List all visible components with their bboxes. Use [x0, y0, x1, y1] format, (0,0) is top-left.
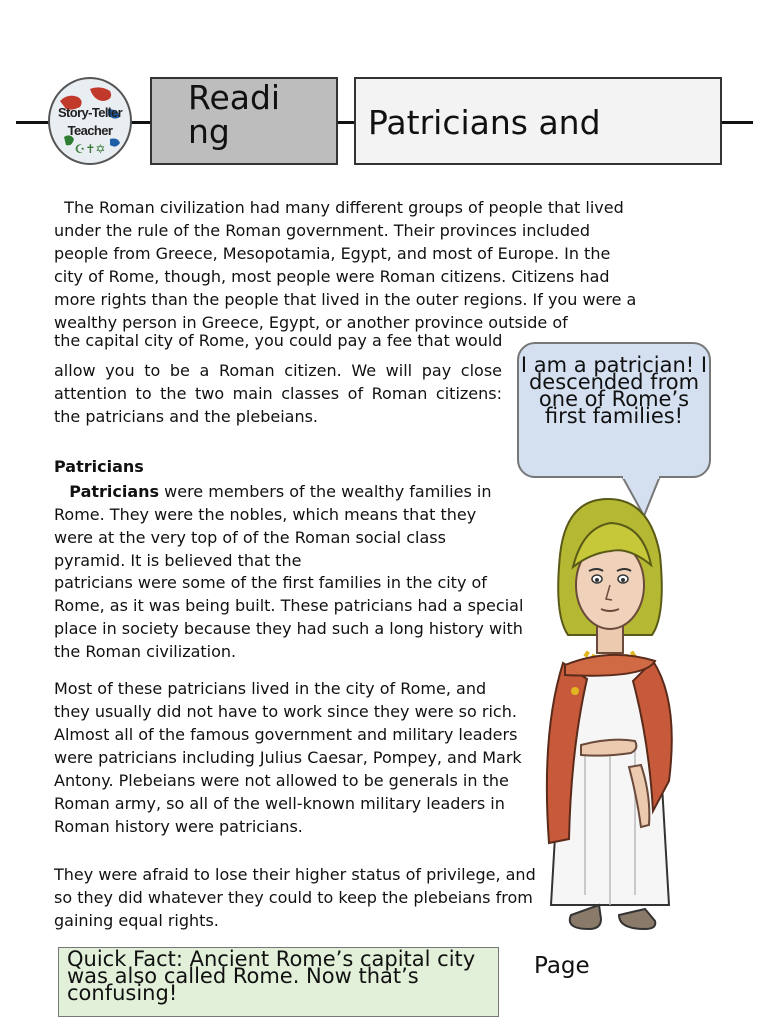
header-rule-left	[16, 121, 52, 124]
intro-line-4: city of Rome, though, most people were Roman citizens. Citizens had	[54, 267, 610, 286]
logo-line2: Teacher	[67, 123, 113, 138]
intro-line-5: more rights than the people that lived in the outer regions. If you were a	[54, 290, 637, 309]
quick-fact-box	[58, 947, 499, 1017]
reading-label-box	[150, 77, 338, 165]
patricians-paragraph-2: Most of these patricians lived in the city of Rome, and they usually did not have to work since they were so rich. Almost all of the famous government and military leaders were patricians including Julius Caesar, Pompey, and Mark Antony. Plebeians were not allowed to be generals in the Roman army, so all of the well-known military leaders in Roman history were patricians.	[54, 679, 522, 836]
patrician-woman-illustration	[535, 495, 685, 945]
intro-continuation: allow you to be a Roman citizen. We will pay close attention to the two main classes of Roman citizens: the patricians and the plebeians.	[54, 361, 502, 426]
logo-line1: Story-Teller	[57, 105, 123, 120]
storyteller-logo	[48, 77, 132, 165]
intro-capital-line: the capital city of Rome, you could pay a fee that would	[54, 331, 503, 350]
patricians-term: Patricians	[69, 482, 160, 501]
logo-symbols: ☪✝✡	[74, 142, 106, 156]
page-number-label: Page	[534, 953, 590, 979]
intro-line-3: people from Greece, Mesopotamia, Egypt, and most of Europe. In the	[54, 244, 611, 263]
header-rule-right	[720, 121, 753, 124]
section-heading-patricians: Patricians	[54, 457, 144, 476]
patricians-p1-text: were members of the wealthy families in Rome. They were the nobles, which means that they were at the very top of of the Roman social class pyramid. It is believed that the	[54, 482, 492, 570]
patricians-paragraph-3: They were afraid to lose their higher status of privilege, and so they did whatever they could to keep the plebeians from gaining equal rights.	[54, 865, 536, 930]
patricians-paragraph-1-cont: patricians were some of the first families in the city of Rome, as it was being built. These patricians had a special place in society because they had such a long history with the Roman civilization.	[54, 573, 524, 661]
title-box	[354, 77, 722, 165]
quick-fact-text: Quick Fact: Ancient Rome’s capital city was also called Rome. Now that’s confusing!	[67, 947, 476, 1005]
speech-bubble-text: I am a patrician! I descended from one of Rome’s first families!	[520, 353, 708, 428]
page-title: Patricians and	[368, 103, 601, 142]
reading-label: Reading	[188, 78, 281, 151]
intro-line-1: The Roman civilization had many different groups of people that lived	[54, 198, 624, 217]
header-rule-mid1	[130, 121, 152, 124]
intro-line-2: under the rule of the Roman government. Their provinces included	[54, 221, 591, 240]
intro-line-6: wealthy person in Greece, Egypt, or another province outside of	[54, 313, 568, 332]
patricians-paragraph-1	[54, 480, 500, 572]
